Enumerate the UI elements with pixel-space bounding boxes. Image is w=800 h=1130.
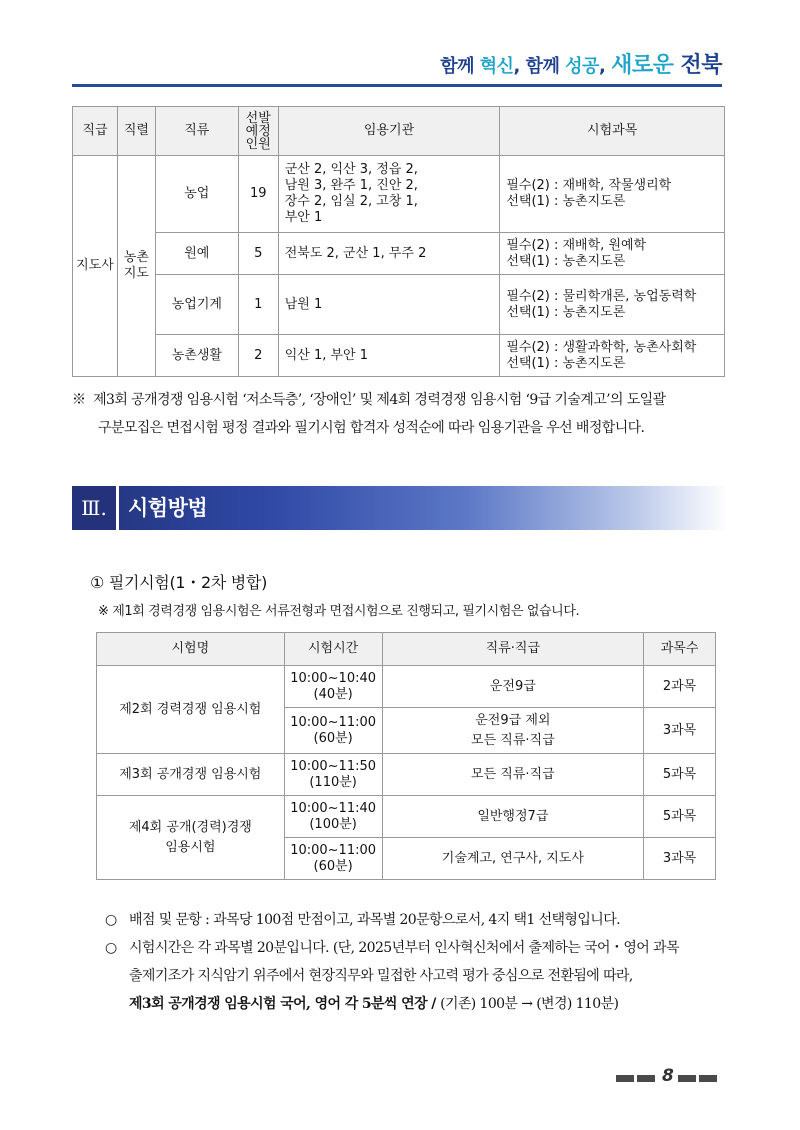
note-line-2: 구분모집은 면접시험 평정 결과와 필기시험 합격자 성적순에 따라 임용기관을 우선 배정합니다.	[98, 420, 645, 436]
cell-class: 농업	[155, 156, 238, 233]
cell-exam-name: 제2회 경력경쟁 임용시험	[97, 666, 285, 754]
extension-detail: (기존) 100분 → (변경) 110분)	[440, 996, 619, 1012]
cell-count: 19	[238, 156, 278, 233]
table-row	[73, 275, 725, 335]
footer-bar	[616, 1075, 634, 1082]
cell-class: 농촌생활	[155, 335, 238, 377]
table-row	[97, 666, 716, 708]
footer-bar	[699, 1075, 717, 1082]
cell-agency: 전북도 2, 군산 1, 무주 2	[278, 233, 500, 275]
cell-agency: 익산 1, 부안 1	[278, 335, 500, 377]
bullet-exam-time	[105, 934, 735, 1018]
cell-exam-time: 10:00~10:40 (40분)	[284, 666, 382, 708]
table-row	[73, 233, 725, 275]
cell-subject-count: 5과목	[644, 754, 716, 796]
recruitment-table	[72, 106, 725, 377]
page-number: 8	[662, 1066, 674, 1086]
footer-bar	[637, 1075, 655, 1082]
cell-exam-time: 10:00~11:00 (60분)	[284, 708, 382, 754]
cell-class-grade: 기술계고, 연구사, 지도사	[382, 838, 643, 880]
cell-grade: 지도사	[73, 156, 118, 377]
header-slogan: 함께 혁신, 함께 성공, 새로운 전북	[440, 53, 722, 78]
cell-count: 5	[238, 233, 278, 275]
cell-class-grade: 운전9급 제외 모든 직류·직급	[382, 708, 643, 754]
cell-subject-count: 2과목	[644, 666, 716, 708]
header-agency: 임용기관	[278, 107, 500, 156]
cell-count: 1	[238, 275, 278, 335]
header-class-grade: 직류·직급	[382, 633, 643, 666]
header-exam-name: 시험명	[97, 633, 285, 666]
note-line-1: 제3회 공개경쟁 임용시험 ‘저소득층’, ‘장애인’ 및 제4회 경력경쟁 임용시험 ‘9급 기술계고’의 도일괄	[93, 392, 666, 408]
table-header-row	[73, 107, 725, 156]
cell-subjects: 필수(2) : 물리학개론, 농업동력학 선택(1) : 농촌지도론	[500, 275, 725, 335]
cell-exam-name: 제3회 공개경쟁 임용시험	[97, 754, 285, 796]
table-row	[73, 156, 725, 233]
subsection-title: ① 필기시험(1・2차 병합)	[90, 573, 268, 592]
header-grade: 직급	[73, 107, 118, 156]
cell-subject-count: 3과목	[644, 708, 716, 754]
header-series: 직렬	[117, 107, 155, 156]
bullet-scoring-text: 배점 및 문항 : 과목당 100점 만점이고, 과목별 20문항으로서, 4지 택1 선택형입니다.	[129, 912, 620, 928]
cell-class: 원예	[155, 233, 238, 275]
table-row	[97, 796, 716, 838]
header-subject-count: 과목수	[644, 633, 716, 666]
cell-subjects: 필수(2) : 재배학, 작물생리학 선택(1) : 농촌지도론	[500, 156, 725, 233]
cell-exam-time: 10:00~11:50 (110분)	[284, 754, 382, 796]
bullet-mark: ○	[105, 940, 117, 956]
note-mark: ※	[72, 392, 86, 408]
cell-agency: 남원 1	[278, 275, 500, 335]
extension-highlight: 제3회 공개경쟁 임용시험 국어, 영어 각 5분씩 연장 /	[129, 996, 441, 1012]
cell-class-grade: 모든 직류·직급	[382, 754, 643, 796]
cell-subjects: 필수(2) : 생활과학학, 농촌사회학 선택(1) : 농촌지도론	[500, 335, 725, 377]
section-number: Ⅲ.	[72, 486, 119, 530]
cell-exam-time: 10:00~11:00 (60분)	[284, 838, 382, 880]
cell-subject-count: 5과목	[644, 796, 716, 838]
table-header-row	[97, 633, 716, 666]
header-divider	[72, 84, 722, 87]
cell-subjects: 필수(2) : 재배학, 원예학 선택(1) : 농촌지도론	[500, 233, 725, 275]
header-class: 직류	[155, 107, 238, 156]
section-title: 시험방법	[128, 496, 208, 520]
bullet-exam-time-line-3	[105, 990, 735, 1018]
cell-class-grade: 일반행정7급	[382, 796, 643, 838]
header-exam-time: 시험시간	[284, 633, 382, 666]
cell-agency: 군산 2, 익산 3, 정읍 2, 남원 3, 완주 1, 진안 2, 장수 2, 임실 2, 고창 1, 부안 1	[278, 156, 500, 233]
bullet-mark: ○	[105, 912, 117, 928]
table-row	[73, 335, 725, 377]
bullet-scoring	[105, 906, 735, 934]
bullet-exam-time-line-2: 출제기조가 지식암기 위주에서 현장직무와 밀접한 사고력 평가 중심으로 전환됨에 따라,	[129, 968, 633, 984]
cell-count: 2	[238, 335, 278, 377]
footer-bar	[678, 1075, 696, 1082]
bullet-exam-time-line-1: 시험시간은 각 과목별 20분입니다. (단, 2025년부터 인사혁신처에서 출제하는 국어・영어 과목	[129, 940, 679, 956]
table-row	[97, 754, 716, 796]
header-subjects: 시험과목	[500, 107, 725, 156]
cell-series: 농촌 지도	[117, 156, 155, 377]
cell-exam-time: 10:00~11:40 (100분)	[284, 796, 382, 838]
cell-class: 농업기계	[155, 275, 238, 335]
cell-class-grade: 운전9급	[382, 666, 643, 708]
allocation-note	[72, 386, 732, 442]
cell-exam-name: 제4회 공개(경력)경쟁 임용시험	[97, 796, 285, 880]
header-count: 선발 예정 인원	[238, 107, 278, 156]
cell-subject-count: 3과목	[644, 838, 716, 880]
exam-schedule-table	[96, 632, 716, 880]
subsection-note: ※ 제1회 경력경쟁 임용시험은 서류전형과 면접시험으로 진행되고, 필기시험은 없습니다.	[98, 604, 580, 619]
